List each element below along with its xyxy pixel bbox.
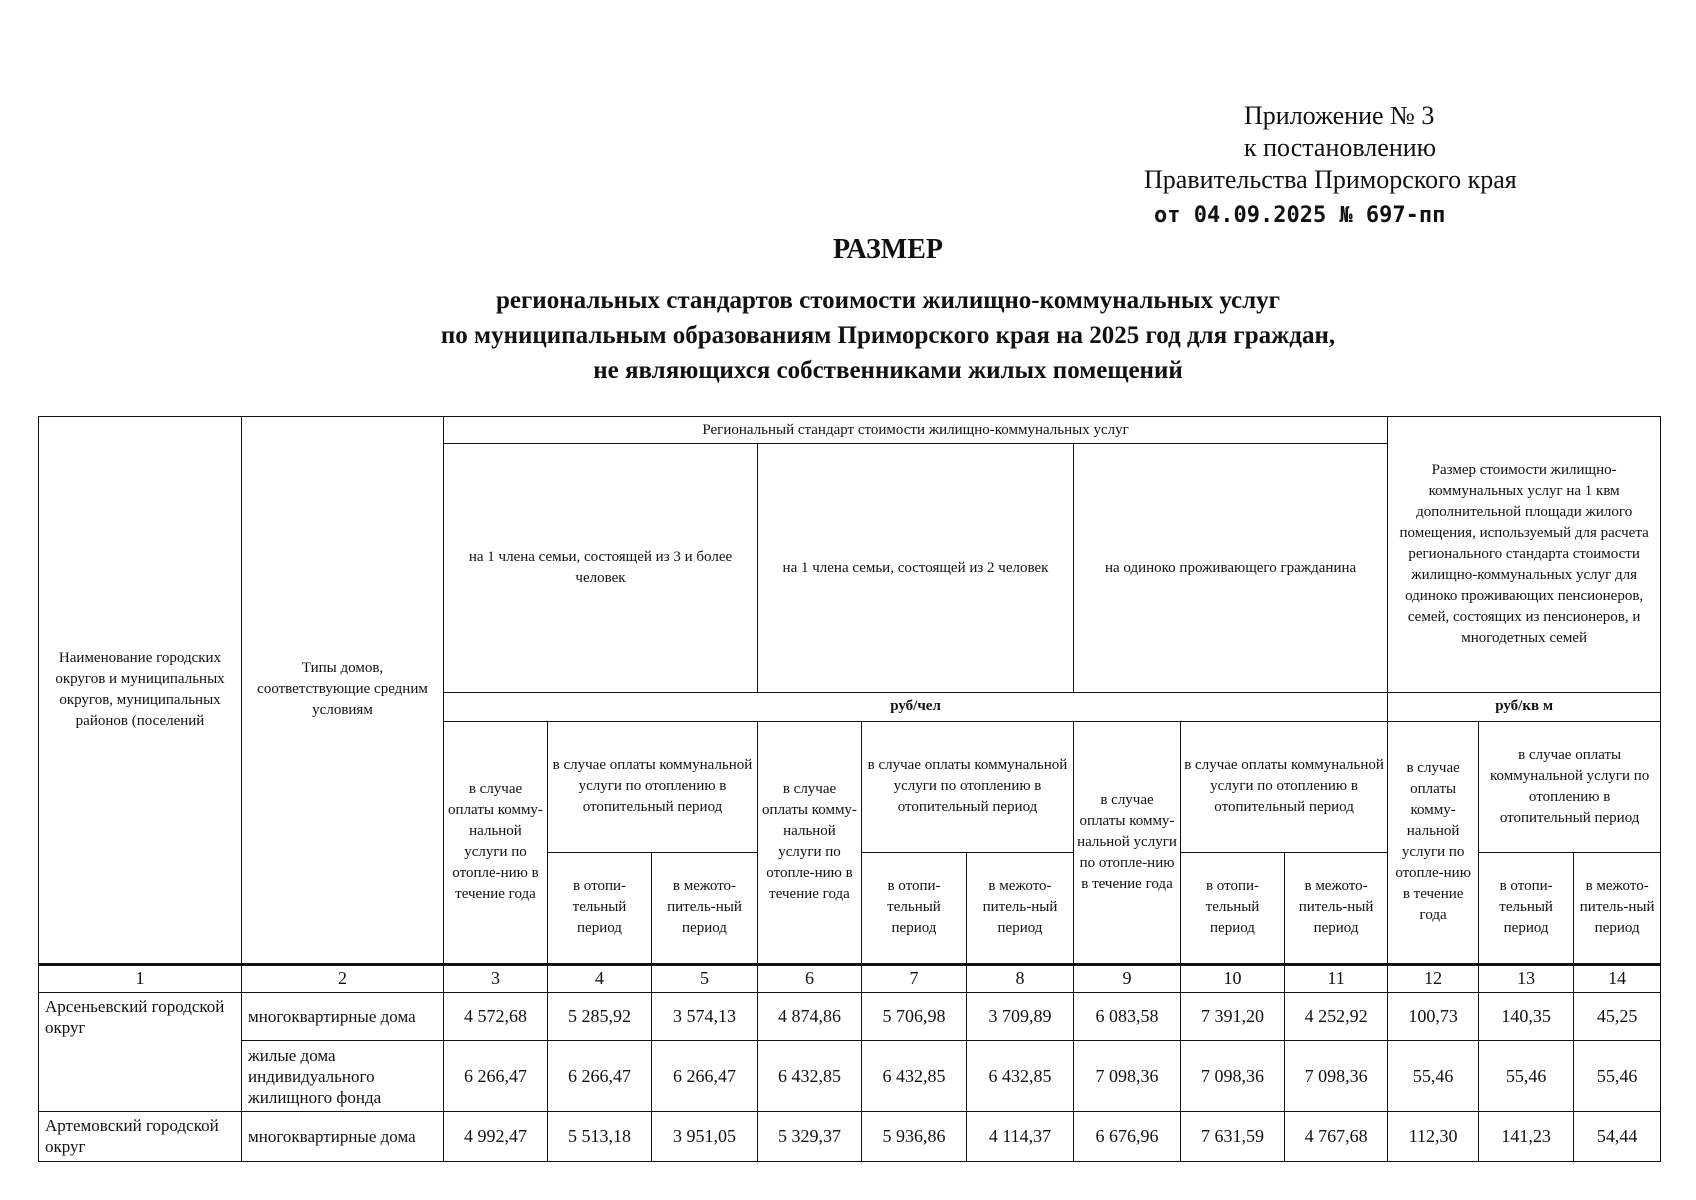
header-year-round-sqm: в случае оплаты комму-нальной услуги по отопле-нию в течение года (1388, 721, 1479, 964)
column-number: 12 (1388, 964, 1479, 992)
value-cell: 6 676,96 (1074, 1112, 1181, 1162)
header-in-heating-2: в отопи-тельный период (862, 853, 967, 964)
value-cell: 7 098,36 (1181, 1041, 1285, 1112)
header-types: Типы домов, соответствующие средним условиям (242, 417, 444, 965)
table-row (39, 992, 1661, 1041)
value-cell: 54,44 (1574, 1112, 1661, 1162)
house-type: жилые дома индивидуального жилищного фонда (242, 1041, 444, 1112)
header-off-heating-2: в межото-питель-ный период (967, 853, 1074, 964)
value-cell: 55,46 (1479, 1041, 1574, 1112)
heading-line-3: не являющихся собственниками жилых помещений (593, 357, 1183, 384)
value-cell: 4 572,68 (444, 992, 548, 1041)
value-cell: 7 098,36 (1285, 1041, 1388, 1112)
value-cell: 6 083,58 (1074, 992, 1181, 1041)
header-in-heating-3: в отопи-тельный период (548, 853, 652, 964)
standards-table (38, 416, 1661, 1162)
value-cell: 6 432,85 (862, 1041, 967, 1112)
header-heating-period-1: в случае оплаты коммунальной услуги по отоплению в отопительный период (1181, 721, 1388, 853)
header-single: на одиноко проживающего гражданина (1074, 444, 1388, 693)
value-cell: 5 329,37 (758, 1112, 862, 1162)
house-type: многоквартирные дома (242, 1112, 444, 1162)
header-regional-standard: Региональный стандарт стоимости жилищно-коммунальных услуг (444, 417, 1388, 444)
value-cell: 100,73 (1388, 992, 1479, 1041)
appendix-authority: Правительства Приморского края (1144, 165, 1517, 194)
value-cell: 4 874,86 (758, 992, 862, 1041)
value-cell: 4 252,92 (1285, 992, 1388, 1041)
column-number: 4 (548, 964, 652, 992)
header-heating-period-3: в случае оплаты коммунальной услуги по отоплению в отопительный период (548, 721, 758, 853)
value-cell: 7 391,20 (1181, 992, 1285, 1041)
header-heating-period-sqm: в случае оплаты коммунальной услуги по отоплению в отопительный период (1479, 721, 1661, 853)
column-number: 3 (444, 964, 548, 992)
value-cell: 7 631,59 (1181, 1112, 1285, 1162)
value-cell: 5 706,98 (862, 992, 967, 1041)
header-family-3: на 1 члена семьи, состоящей из 3 и более человек (444, 444, 758, 693)
header-additional-area: Размер стоимости жилищно-коммунальных услуг на 1 квм дополнительной площади жилого помещения, используемый для расчета регионального стандарта стоимости жилищно-коммунальных услуг для одиноко проживающих пенсионеров, семей, состоящих из пенсионеров, и многодетных семей (1388, 417, 1661, 693)
column-number-row (39, 964, 1661, 992)
appendix-date-number: от 04.09.2025 № 697-пп (1154, 203, 1446, 228)
value-cell: 140,35 (1479, 992, 1574, 1041)
value-cell: 6 432,85 (967, 1041, 1074, 1112)
column-number: 2 (242, 964, 444, 992)
column-number: 8 (967, 964, 1074, 992)
value-cell: 3 951,05 (652, 1112, 758, 1162)
header-in-heating-sqm: в отопи-тельный период (1479, 853, 1574, 964)
column-number: 14 (1574, 964, 1661, 992)
column-number: 11 (1285, 964, 1388, 992)
value-cell: 6 266,47 (548, 1041, 652, 1112)
value-cell: 55,46 (1388, 1041, 1479, 1112)
appendix-number: Приложение № 3 (1244, 101, 1435, 130)
column-number: 7 (862, 964, 967, 992)
header-off-heating-3: в межото-питель-ный период (652, 853, 758, 964)
header-off-heating-1: в межото-питель-ный период (1285, 853, 1388, 964)
value-cell: 6 432,85 (758, 1041, 862, 1112)
value-cell: 5 285,92 (548, 992, 652, 1041)
value-cell: 141,23 (1479, 1112, 1574, 1162)
value-cell: 5 936,86 (862, 1112, 967, 1162)
appendix-ref: к постановлению (1244, 133, 1437, 162)
header-year-round-3: в случае оплаты комму-нальной услуги по отопле-нию в течение года (444, 721, 548, 964)
header-year-round-2: в случае оплаты комму-нальной услуги по отопле-нию в течение года (758, 721, 862, 964)
value-cell: 5 513,18 (548, 1112, 652, 1162)
column-number: 10 (1181, 964, 1285, 992)
value-cell: 7 098,36 (1074, 1041, 1181, 1112)
header-year-round-1: в случае оплаты комму-нальной услуги по отопле-нию в течение года (1074, 721, 1181, 964)
header-in-heating-1: в отопи-тельный период (1181, 853, 1285, 964)
unit-rub-per-person: руб/чел (444, 693, 1388, 721)
column-number: 5 (652, 964, 758, 992)
header-family-2: на 1 члена семьи, состоящей из 2 человек (758, 444, 1074, 693)
value-cell: 6 266,47 (444, 1041, 548, 1112)
value-cell: 3 574,13 (652, 992, 758, 1041)
value-cell: 4 114,37 (967, 1112, 1074, 1162)
municipality-name: Артемовский городской округ (39, 1112, 242, 1162)
value-cell: 45,25 (1574, 992, 1661, 1041)
column-number: 1 (39, 964, 242, 992)
heading-line-1: региональных стандартов стоимости жилищно-коммунальных услуг (495, 287, 1281, 314)
value-cell: 4 992,47 (444, 1112, 548, 1162)
house-type: многоквартирные дома (242, 992, 444, 1041)
column-number: 9 (1074, 964, 1181, 992)
column-number: 13 (1479, 964, 1574, 992)
municipality-name: Арсеньевский городской округ (39, 992, 242, 1111)
appendix-block (1118, 100, 1618, 232)
table-row (39, 1112, 1661, 1162)
header-heating-period-2: в случае оплаты коммунальной услуги по отоплению в отопительный период (862, 721, 1074, 853)
unit-rub-per-sqm: руб/кв м (1388, 693, 1661, 721)
value-cell: 55,46 (1574, 1041, 1661, 1112)
header-off-heating-sqm: в межото-питель-ный период (1574, 853, 1661, 964)
value-cell: 3 709,89 (967, 992, 1074, 1041)
value-cell: 6 266,47 (652, 1041, 758, 1112)
header-name: Наименование городских округов и муниципальных округов, муниципальных районов (поселений (39, 417, 242, 965)
column-number: 6 (758, 964, 862, 992)
value-cell: 112,30 (1388, 1112, 1479, 1162)
heading-line-2: по муниципальным образованиям Приморского края на 2025 год для граждан, (440, 322, 1336, 349)
table-row (39, 1041, 1661, 1112)
value-cell: 4 767,68 (1285, 1112, 1388, 1162)
document-title: РАЗМЕР (832, 234, 944, 265)
